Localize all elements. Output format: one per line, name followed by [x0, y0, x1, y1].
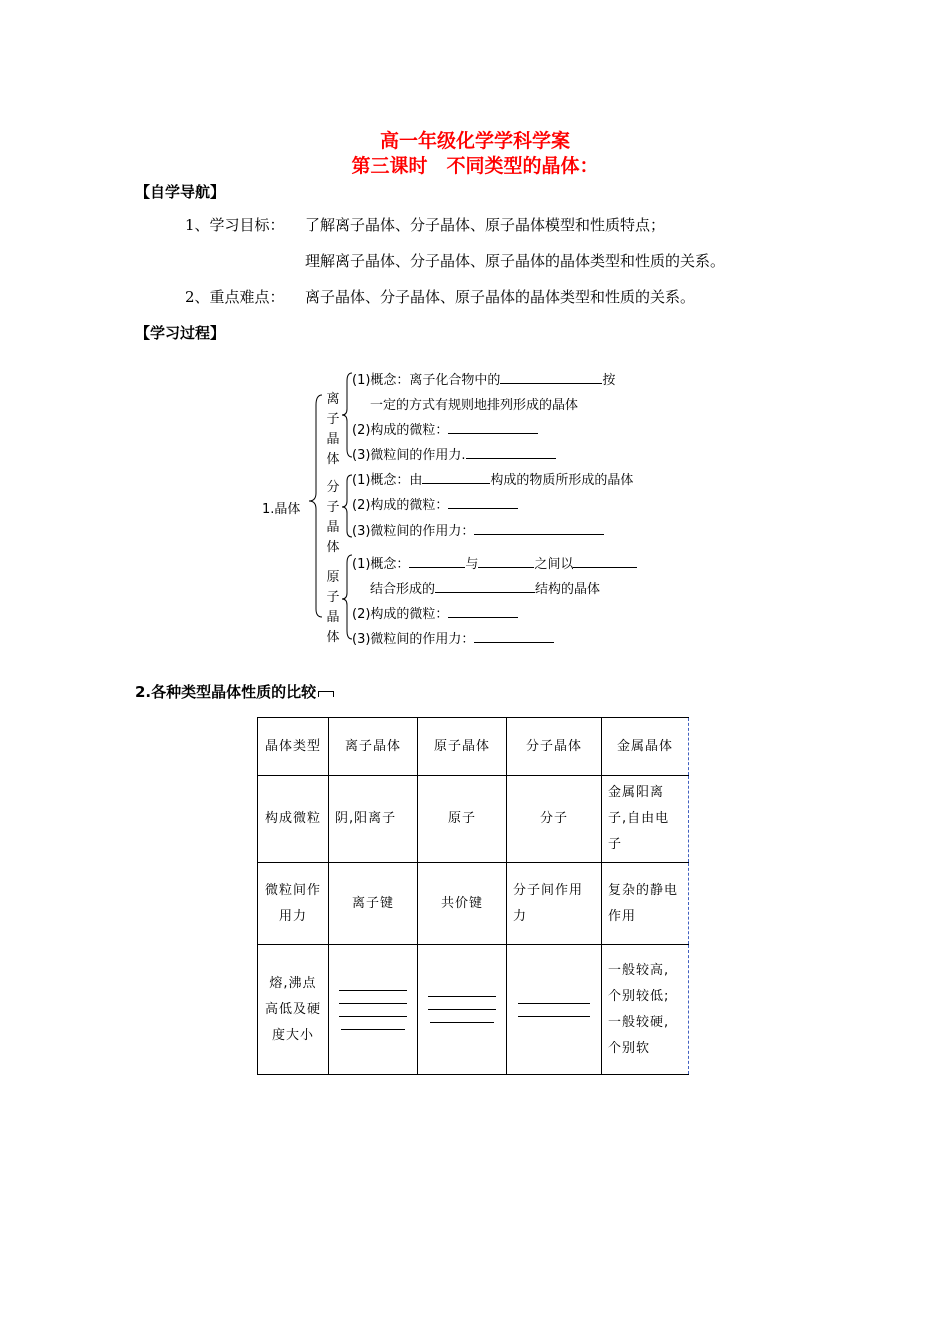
- table-cell-blanks: [329, 945, 418, 1075]
- vertical-char: 子: [326, 412, 340, 427]
- atomic-particles: (2)构成的微粒：: [352, 603, 518, 622]
- answer-line: [428, 996, 496, 997]
- answer-line: [518, 1003, 590, 1004]
- key-text: 离子晶体、分子晶体、原子晶体的晶体类型和性质的关系。: [305, 288, 696, 306]
- table-cell: 阴,阳离子: [329, 776, 418, 863]
- answer-line: [430, 1022, 494, 1023]
- ionic-crystal-label: [325, 390, 341, 470]
- blank: [500, 369, 602, 384]
- blank: [448, 419, 538, 434]
- vertical-char: 体: [326, 540, 340, 555]
- self-study-heading: 【自学导航】: [135, 183, 226, 201]
- table-row: [258, 945, 689, 1075]
- atomic-concept-line2: 结合形成的 结构的晶体: [370, 578, 600, 597]
- table-cell: 复杂的静电作用: [602, 863, 689, 945]
- answer-line: [428, 1009, 496, 1010]
- page-subtitle: 第三课时 不同类型的晶体：: [351, 155, 599, 177]
- ionic-force: (3)微粒间的作用力.: [352, 444, 556, 463]
- ionic-concept-line2: 一定的方式有规则地排列形成的晶体: [370, 398, 579, 413]
- answer-line: [339, 1016, 407, 1017]
- row-label: 微粒间作用力: [258, 863, 329, 945]
- molecular-force: (3)微粒间的作用力：: [352, 520, 604, 539]
- vertical-char: 体: [326, 630, 340, 645]
- table-row: [258, 776, 689, 863]
- vertical-char: 晶: [326, 432, 340, 447]
- vertical-char: 子: [326, 500, 340, 515]
- blank: [478, 553, 534, 568]
- vertical-char: 晶: [326, 520, 340, 535]
- ionic-particles: (2)构成的微粒：: [352, 419, 538, 438]
- vertical-char: 晶: [326, 610, 340, 625]
- vertical-char: 分: [326, 480, 340, 495]
- molecular-particles: (2)构成的微粒：: [352, 494, 518, 513]
- crystal-root-label: 1.晶体: [262, 502, 301, 517]
- header-cell: 金属晶体: [602, 718, 689, 776]
- table-cell: 一般较高,个别较低;一般较硬,个别软: [602, 945, 689, 1075]
- vertical-char: 离: [326, 392, 340, 407]
- atomic-crystal-label: [325, 568, 341, 648]
- comparison-table: [257, 717, 689, 1075]
- table-cell: 分子: [507, 776, 602, 863]
- comparison-heading: 2.各种类型晶体性质的比较: [135, 681, 334, 702]
- goal-label: 1、学习目标：: [185, 216, 285, 234]
- table-cell: 共价键: [418, 863, 507, 945]
- vertical-char: 子: [326, 590, 340, 605]
- goal-text-2: 理解离子晶体、分子晶体、原子晶体的晶体类型和性质的关系。: [305, 252, 726, 270]
- table-row: [258, 718, 689, 776]
- vertical-char: 体: [326, 452, 340, 467]
- table-cell: 金属阳离子,自由电子: [602, 776, 689, 863]
- blank: [573, 553, 637, 568]
- row-label: 熔,沸点高低及硬度大小: [258, 945, 329, 1075]
- blank: [409, 553, 465, 568]
- goal-text-1: 了解离子晶体、分子晶体、原子晶体模型和性质特点；: [305, 216, 666, 234]
- table-cell: 离子键: [329, 863, 418, 945]
- answer-line: [341, 1029, 405, 1030]
- blank: [466, 444, 556, 459]
- table-row: [258, 863, 689, 945]
- blank: [448, 603, 518, 618]
- key-label: 2、重点难点：: [185, 288, 285, 306]
- table-cell-blanks: [507, 945, 602, 1075]
- row-label: 构成微粒: [258, 776, 329, 863]
- blank: [474, 520, 604, 535]
- atomic-concept-line1: (1)概念： 与 之间以: [352, 553, 637, 572]
- answer-line: [518, 1016, 590, 1017]
- ionic-concept-line1: (1)概念：离子化合物中的 按: [352, 369, 615, 388]
- process-heading: 【学习过程】: [135, 324, 226, 342]
- table-cell: 原子: [418, 776, 507, 863]
- table-cell: 分子间作用力: [507, 863, 602, 945]
- blank: [474, 628, 554, 643]
- atomic-force: (3)微粒间的作用力：: [352, 628, 554, 647]
- header-cell: 分子晶体: [507, 718, 602, 776]
- header-cell: 晶体类型: [258, 718, 329, 776]
- blank: [435, 578, 535, 593]
- molecular-crystal-label: [325, 478, 341, 558]
- blank: [448, 494, 518, 509]
- heading-mark: [318, 691, 334, 697]
- page-title: 高一年级化学学科学案: [379, 130, 570, 152]
- header-cell: 离子晶体: [329, 718, 418, 776]
- blank: [422, 469, 490, 484]
- table-cell-blanks: [418, 945, 507, 1075]
- header-cell: 原子晶体: [418, 718, 507, 776]
- answer-line: [339, 1003, 407, 1004]
- answer-line: [339, 990, 407, 991]
- molecular-concept: (1)概念：由 构成的物质所形成的晶体: [352, 469, 633, 488]
- vertical-char: 原: [326, 570, 340, 585]
